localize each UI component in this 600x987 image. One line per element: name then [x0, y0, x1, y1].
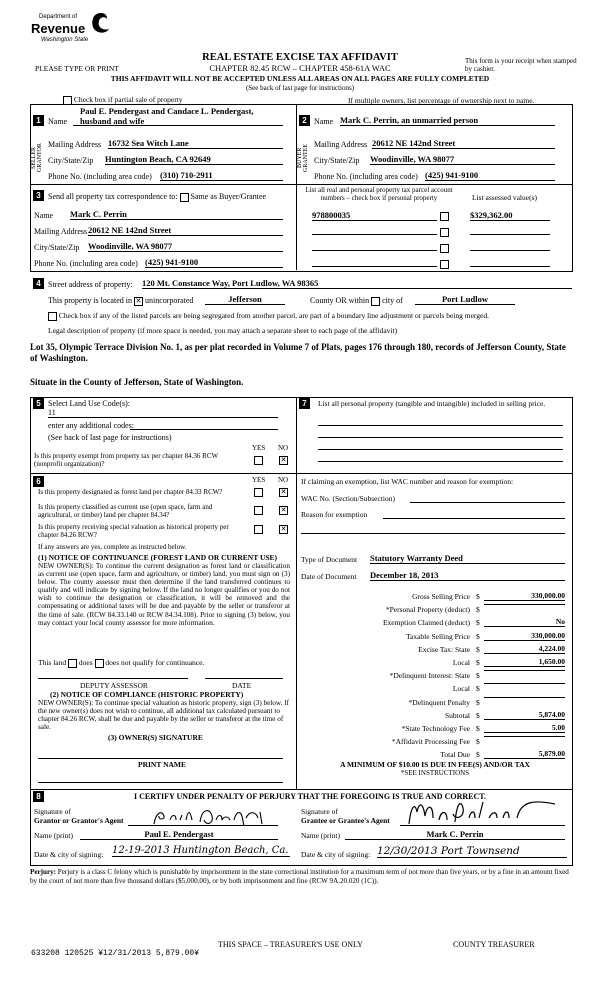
segregated-row	[48, 311, 489, 321]
parcel-personal-checkbox-2[interactable]	[440, 228, 449, 237]
doc-type: Statutory Warranty Deed	[370, 553, 565, 564]
form-subtitle: CHAPTER 82.45 RCW – CHAPTER 458-61A WAC	[209, 63, 391, 73]
notice-1-title: (1) NOTICE OF CONTINUANCE (FOREST LAND OR CURRENT USE)	[38, 553, 278, 562]
fee-value: 5.00	[484, 723, 565, 733]
situate-text: Situate in the County of Jefferson, State of Washington.	[30, 377, 244, 387]
fee-label: *Delinquent Penalty	[408, 697, 470, 707]
sec3-city: Woodinville, WA 98077	[88, 241, 283, 252]
grantor-signature	[150, 806, 270, 828]
located-row	[48, 296, 193, 306]
form-title: REAL ESTATE EXCISE TAX AFFIDAVIT	[202, 52, 398, 63]
fee-currency: $	[476, 618, 480, 628]
logo-line1: Department of	[39, 14, 78, 20]
if-yes-note: If any answers are yes, complete as instructed below.	[38, 543, 187, 551]
partial-sale-label: Check box if partial sale of property	[73, 95, 183, 104]
county-or-label: County OR	[310, 296, 347, 305]
grantee-signature	[405, 798, 565, 828]
section-5-number: 5	[33, 398, 44, 409]
grantor-date-label: Date & city of signing:	[34, 850, 104, 859]
section-8-number: 8	[33, 791, 44, 802]
fee-label: Total Due	[440, 750, 470, 760]
fee-label: Taxable Selling Price	[405, 631, 470, 641]
see-back-note: (See back of last page for instructions)	[245, 84, 355, 92]
street-label: Street address of property:	[48, 280, 133, 289]
section-4-number: 4	[33, 278, 44, 289]
does-not-checkbox[interactable]	[95, 659, 104, 668]
please-print: PLEASE TYPE OR PRINT	[35, 64, 119, 73]
parcel-personal-checkbox-4[interactable]	[440, 260, 449, 269]
fee-currency: $	[476, 644, 480, 654]
fee-label: Subtotal	[444, 710, 470, 720]
located-label: This property is located in	[48, 296, 132, 305]
grantee-agent-label: Grantee or Grantee's Agent	[301, 816, 390, 825]
warning-text: THIS AFFIDAVIT WILL NOT BE ACCEPTED UNLESS ALL AREAS ON ALL PAGES ARE FULLY COMPLETED	[110, 74, 490, 83]
sec3-name: Mark C. Perrin	[70, 209, 283, 220]
sec3-mailing: 20612 NE 142nd Street	[88, 225, 283, 236]
assessor-date-label: DATE	[232, 681, 252, 690]
section-6-number: 6	[33, 476, 44, 487]
fee-label: Gross Selling Price	[412, 592, 470, 601]
certify-statement: I CERTIFY UNDER PENALTY OF PERJURY THAT THE FOREGOING IS TRUE AND CORRECT.	[133, 792, 486, 801]
reason-label: Reason for exemption	[301, 510, 368, 519]
county-treasurer-label: COUNTY TREASURER	[453, 940, 535, 949]
seller-city-label: City/State/Zip	[48, 156, 94, 165]
historic-yes-checkbox[interactable]	[254, 525, 263, 534]
buyer-city: Woodinville, WA 98077	[370, 154, 555, 165]
same-as-buyer-label: Same as Buyer/Grantee	[190, 192, 267, 201]
land-use-label: Select Land Use Code(s):	[48, 399, 130, 408]
grantee-name-label: Name (print)	[301, 831, 340, 840]
section-3-number: 3	[33, 190, 44, 201]
buyer-mailing: 20612 NE 142nd Street	[372, 138, 555, 149]
grantor-sig-of: Signature of	[34, 807, 71, 816]
buyer-city-label: City/State/Zip	[314, 156, 360, 165]
segregated-checkbox[interactable]	[48, 312, 57, 321]
seller-mailing: 16732 Sea Witch Lane	[108, 138, 283, 149]
grantee-date-city: 12/30/2013 Port Townsend	[377, 845, 567, 858]
fee-currency: $	[476, 684, 480, 694]
fee-value	[484, 670, 565, 671]
seller-phone: (310) 710-2911	[160, 170, 283, 181]
sec3-phone: (425) 941-9100	[145, 257, 283, 268]
fee-currency: $	[476, 697, 480, 707]
notice-2-body: NEW OWNER(S): To continue special valuation as historic property, sign (3) below. If the new owner(s) does not wish to continue, all additional tax calculated pursuant to chapter 84.26 RCW, shall be due and payable by the seller or transferor at the time of sale.	[38, 699, 289, 732]
legal-description: Lot 35, Olympic Terrace Division No. 1, as per plat recorded in Volume 7 of Plats, pages 176 through 180, records of Jefferson County, State of Washington.	[30, 342, 566, 363]
fee-currency: $	[476, 658, 480, 667]
street-address: 120 Mt. Constance Way, Port Ludlow, WA 98365	[142, 278, 572, 289]
seller-mailing-label: Mailing Address	[48, 140, 102, 149]
personal-property-label: List all personal property (tangible and intangible) included in selling price.	[318, 399, 546, 408]
fee-value: 5,879.00	[484, 749, 565, 759]
this-land-label: This land	[38, 658, 67, 667]
cashier-stamp: 633208 120525 ¥12/31/2013 5,879.00¥	[31, 949, 200, 958]
fee-value: 5,874.00	[484, 710, 565, 720]
city-name: Port Ludlow	[415, 294, 515, 305]
deputy-assessor-label: DEPUTY ASSESSOR	[80, 681, 148, 690]
seller-name: Paul E. Pendergast and Candace L. Pendergast, husband and wife	[80, 106, 254, 126]
county-name: Jefferson	[205, 294, 285, 305]
current-use-no-checkbox[interactable]: ✕	[280, 506, 287, 514]
fee-currency: $	[476, 750, 480, 760]
exempt-no-checkbox[interactable]: ✕	[280, 456, 287, 464]
see-instructions-note: *SEE INSTRUCTIONS	[400, 769, 470, 777]
perjury-text: Perjury is a class C felony which is punishable by imprisonment in the state correctional institution for a maximum term of not more than five years, or by a fine in an amount fixed by the court of not more than five thousand dollars ($5,000.00), or by both imprisonment and fine (RCW 9A.20.020 (1C)).	[30, 868, 569, 885]
perjury-label: Perjury:	[30, 868, 56, 876]
fee-currency: $	[476, 592, 480, 601]
grantor-name-label: Name (print)	[34, 831, 73, 840]
buyer-phone: (425) 941-9100	[425, 170, 555, 181]
within-label: within	[348, 296, 370, 305]
fee-currency: $	[476, 737, 480, 747]
notice-1-body: NEW OWNER(S): To continue the current designation as forest land or classification as current use (open space, farm and agriculture, or timber) land, you must sign on (3) below. The county assessor must then determine if the land transferred continues to qualify and will indicate by signing below. If the land no longer qualifies or you do not wish to continue the designation or classification, it will be removed and the compensating or additional taxes will be due and payable by the seller or transferor at the time of sale. (RCW 84.33.140 or RCW 84.34.108). Prior to signing (3) below, you may contact your local county assessor for more information.	[38, 562, 290, 627]
segregated-label: Check box if any of the listed parcels are being segregated from another parcel, are part of a boundary line adjustment or parcels being merged.	[58, 311, 489, 320]
does-checkbox[interactable]	[68, 659, 77, 668]
forest-yes-checkbox[interactable]	[254, 488, 263, 497]
city-of-label: city of	[382, 296, 403, 305]
sec3-phone-label: Phone No. (including area code)	[34, 259, 138, 268]
fee-label: *Personal Property (deduct)	[385, 605, 470, 615]
fee-value	[484, 683, 565, 684]
sec6-no-header: NO	[278, 476, 289, 484]
current-use-yes-checkbox[interactable]	[254, 506, 263, 515]
buyer-side-label: BUYER GRANTEE	[297, 144, 309, 172]
fee-currency: $	[476, 631, 480, 641]
current-use-question: Is this property classified as current use (open space, farm and agricultural, or timber) land per chapter 84.34?	[38, 503, 213, 519]
fee-label: *State Technology Fee	[401, 724, 470, 733]
seller-name-label: Name	[48, 117, 68, 126]
legal-label: Legal description of property (if more space is needed, you may attach a separate sheet to each page of the affidavit)	[48, 326, 398, 335]
minimum-note: A MINIMUM OF $10.00 IS DUE IN FEE(S) AND/OR TAX	[340, 760, 530, 769]
fee-value: No	[484, 617, 565, 627]
land-use-code: 11	[48, 408, 278, 418]
receipt-note: This form is your receipt when stamped by cashier.	[465, 57, 577, 73]
grantee-print-name: Mark C. Perrin	[345, 829, 565, 840]
fee-currency: $	[476, 710, 480, 720]
grantee-sig-of: Signature of	[301, 807, 338, 816]
fee-value	[484, 736, 565, 737]
fee-value: 4,224.00	[484, 644, 565, 654]
does-label: does	[78, 658, 93, 667]
section-1-number: 1	[33, 115, 44, 126]
parcel-personal-checkbox-3[interactable]	[440, 244, 449, 253]
fee-value	[484, 697, 565, 698]
seller-city: Huntington Beach, CA 92649	[105, 154, 283, 165]
buyer-mailing-label: Mailing Address	[314, 140, 368, 149]
fee-label: Excise Tax: State	[418, 644, 470, 654]
notice-3-title: (3) OWNER(S) SIGNATURE	[108, 733, 203, 742]
grantee-date-label: Date & city of signing:	[301, 850, 371, 859]
forest-no-checkbox[interactable]: ✕	[280, 488, 287, 496]
multiple-owners-note: If multiple owners, list percentage of ownership next to name.	[348, 96, 535, 105]
sec3-city-label: City/State/Zip	[34, 243, 80, 252]
does-not-label: does not qualify for continuance.	[105, 658, 205, 667]
historic-no-checkbox[interactable]: ✕	[280, 525, 287, 533]
grantor-print-name: Paul E. Pendergast	[80, 829, 278, 840]
fee-label: Local	[452, 658, 470, 667]
unincorporated-checkbox[interactable]: ✕	[135, 296, 142, 305]
doc-type-label: Type of Document	[301, 555, 358, 564]
forest-question: Is this property designated as forest land per chapter 84.33 RCW?	[38, 488, 223, 496]
buyer-phone-label: Phone No. (including area code)	[314, 172, 418, 181]
seller-side-label: SELLER GRANTOR	[31, 143, 43, 173]
fee-value: 1,650.00	[484, 657, 565, 667]
exemption-label: If claiming an exemption, list WAC number and reason for exemption:	[301, 477, 514, 486]
notice-2-title: (2) NOTICE OF COMPLIANCE (HISTORIC PROPERTY)	[50, 690, 244, 699]
exempt-yes-checkbox[interactable]	[254, 456, 263, 465]
sec5-see-back: (See back of last page for instructions)	[48, 433, 172, 442]
sec5-yes-header: YES	[252, 444, 266, 452]
section-6-special	[30, 473, 297, 790]
city-of-checkbox[interactable]	[371, 297, 380, 306]
assessed-value: $329,362.00	[470, 210, 550, 221]
doc-date-label: Date of Document	[301, 572, 357, 581]
sec6-yes-header: YES	[252, 476, 266, 484]
fee-value: 330,000.00	[484, 591, 565, 601]
section-7-personal-property	[296, 397, 573, 474]
print-name-label: PRINT NAME	[138, 760, 186, 769]
logo-swirl-icon	[89, 11, 113, 37]
logo-line3: Washington State	[41, 37, 89, 43]
sec3-mailing-label: Mailing Address	[34, 227, 88, 236]
sec3-label-row	[48, 192, 266, 202]
fee-value	[484, 604, 565, 605]
parcel-number: 978800035	[312, 210, 437, 221]
wac-label: WAC No. (Section/Subsection)	[301, 494, 395, 503]
fee-currency: $	[476, 605, 480, 615]
additional-codes-label: enter any additional codes:	[48, 421, 134, 430]
fee-label: *Delinquent Interest: State	[389, 671, 470, 681]
fee-label: *Affidavit Processing Fee	[391, 737, 470, 747]
grantor-agent-label: Grantor or Grantor's Agent	[34, 816, 124, 825]
sec5-no-header: NO	[278, 444, 289, 452]
fee-value: 330,000.00	[484, 631, 565, 641]
section-7-number: 7	[299, 398, 310, 409]
grantor-date-city: 12-19-2013 Huntington Beach, Ca.	[112, 845, 289, 856]
parcel-header: List all real and personal property tax parcel account numbers – check box if personal property	[305, 186, 453, 202]
fee-label: Local	[452, 684, 470, 694]
sec3-send-label: Send all property tax correspondence to:	[48, 192, 178, 201]
same-as-buyer-checkbox[interactable]	[180, 193, 189, 202]
dor-logo	[31, 11, 121, 51]
parcel-personal-checkbox-1[interactable]	[440, 212, 449, 221]
buyer-name-label: Name	[314, 117, 334, 126]
doc-date: December 18, 2013	[370, 570, 565, 581]
historic-question: Is this property receiving special valuation as historical property per chapter 84.26 RCW?	[38, 523, 229, 539]
logo-line2: Revenue	[31, 21, 86, 36]
exempt-question: Is this property exempt from property tax per chapter 84.36 RCW (nonprofit organization)?	[34, 452, 218, 468]
fee-label: Exemption Claimed (deduct)	[382, 618, 470, 628]
seller-phone-label: Phone No. (including area code)	[48, 172, 152, 181]
fee-currency: $	[476, 671, 480, 681]
assessed-header: List assessed value(s)	[472, 193, 537, 202]
buyer-name: Mark C. Perrin, an unmarried person	[340, 115, 555, 126]
treasurer-use-label: THIS SPACE – TREASURER'S USE ONLY	[218, 940, 363, 949]
county-or-row	[310, 296, 403, 306]
perjury-notice	[30, 868, 570, 886]
sec3-name-label: Name	[34, 211, 54, 220]
unincorporated-label: unincorporated	[144, 296, 194, 305]
section-2-number: 2	[299, 115, 310, 126]
fee-currency: $	[476, 724, 480, 733]
this-land-row	[38, 658, 204, 668]
